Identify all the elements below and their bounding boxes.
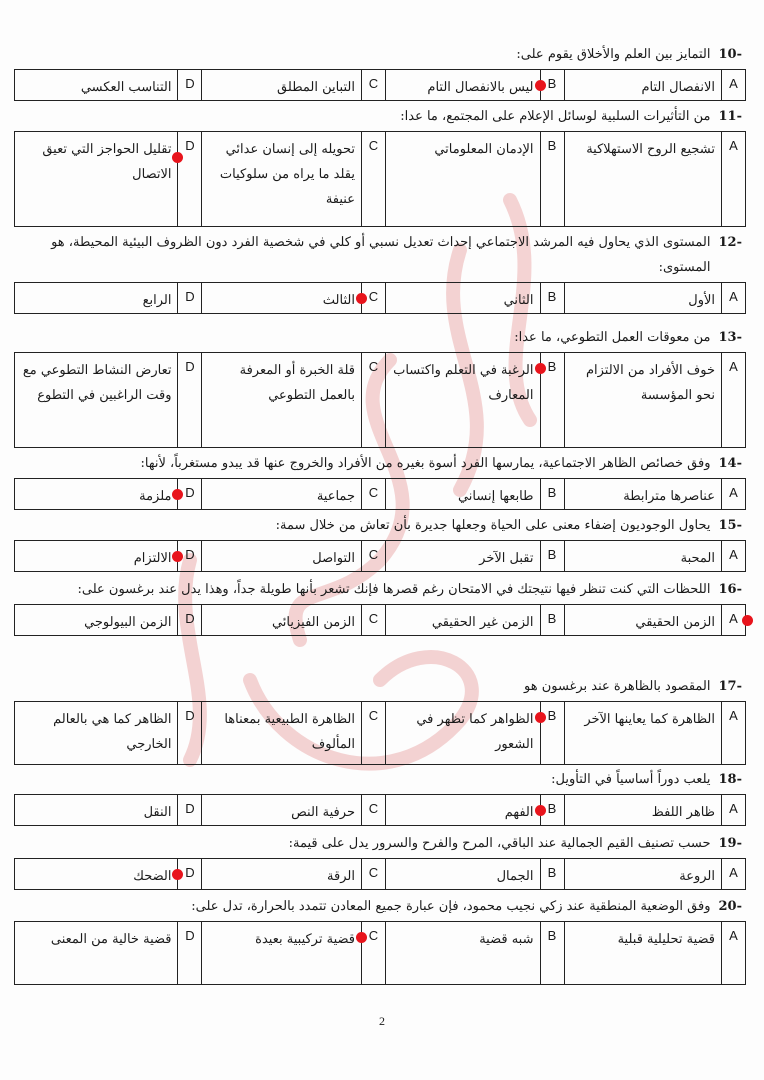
question-text: التمايز بين العلم والأخلاق يقوم على: xyxy=(516,47,711,62)
answer-marker-dot xyxy=(535,712,546,723)
options-row xyxy=(14,858,746,890)
question-10 xyxy=(14,42,746,101)
question-text: يلعب دوراً أساسياً في التأويل: xyxy=(551,772,711,787)
option-d[interactable]: D التناسب العكسي xyxy=(15,70,201,100)
question-12 xyxy=(14,230,746,314)
option-d[interactable]: D ملزمة xyxy=(15,479,201,509)
option-c[interactable]: C التواصل xyxy=(201,541,385,571)
option-a[interactable]: A الزمن الحقيقي xyxy=(564,605,746,635)
option-d[interactable]: D الزمن البيولوجي xyxy=(15,605,201,635)
question-number: 11- xyxy=(718,109,742,124)
option-d[interactable]: D الالتزام xyxy=(15,541,201,571)
option-d[interactable]: D الرابع xyxy=(15,283,201,313)
option-b[interactable]: B ليس بالانفصال التام xyxy=(385,70,564,100)
options-row xyxy=(14,478,746,510)
option-a[interactable]: A الروعة xyxy=(564,859,746,889)
answer-marker-dot xyxy=(742,615,753,626)
option-c[interactable]: C الظاهرة الطبيعية بمعناها المألوف xyxy=(201,702,385,764)
answer-marker-dot xyxy=(172,152,183,163)
option-a[interactable]: A قضية تحليلية قبلية xyxy=(564,922,746,984)
option-b[interactable]: B الظواهر كما تظهر في الشعور xyxy=(385,702,564,764)
options-row xyxy=(14,540,746,572)
option-b[interactable]: B طابعها إنساني xyxy=(385,479,564,509)
option-c[interactable]: C الرقة xyxy=(201,859,385,889)
option-d[interactable]: D الظاهر كما هي بالعالم الخارجي xyxy=(15,702,201,764)
question-text: اللحظات التي كنت تنظر فيها نتيجتك في الامتحان رغم قصرها فإنك تشعر بأنها طويلة جداً، وهذا يدل عند برغسون على: xyxy=(77,582,711,597)
option-d[interactable]: D تقليل الحواجز التي تعيق الاتصال xyxy=(15,132,201,226)
answer-marker-dot xyxy=(356,293,367,304)
question-number: 16- xyxy=(718,582,742,597)
question-text: وفق خصائص الظاهر الاجتماعية، يمارسها الفرد أسوة بغيره من الأفراد والخروج عنها قد يبدو مستغرباً، لأنها: xyxy=(140,456,711,471)
answer-marker-dot xyxy=(535,80,546,91)
option-a[interactable]: A المحبة xyxy=(564,541,746,571)
option-a[interactable]: A الانفصال التام xyxy=(564,70,746,100)
option-a[interactable]: A الظاهرة كما يعاينها الآخر xyxy=(564,702,746,764)
option-b[interactable]: B الإدمان المعلوماتي xyxy=(385,132,564,226)
option-c[interactable]: C الثالث xyxy=(201,283,385,313)
option-c[interactable]: C قضية تركيبية بعيدة xyxy=(201,922,385,984)
question-number: 12- xyxy=(718,235,742,250)
question-number: 10- xyxy=(718,47,742,62)
options-row xyxy=(14,921,746,985)
options-row xyxy=(14,69,746,101)
answer-marker-dot xyxy=(535,363,546,374)
options-row xyxy=(14,604,746,636)
question-11 xyxy=(14,104,746,227)
question-16 xyxy=(14,577,746,636)
option-b[interactable]: B الزمن غير الحقيقي xyxy=(385,605,564,635)
question-text: من التأثيرات السلبية لوسائل الإعلام على المجتمع، ما عدا: xyxy=(400,109,711,124)
option-a[interactable]: A الأول xyxy=(564,283,746,313)
answer-marker-dot xyxy=(172,489,183,500)
option-b[interactable]: B الرغبة في التعلم واكتساب المعارف xyxy=(385,353,564,447)
option-d[interactable]: D قضية خالية من المعنى xyxy=(15,922,201,984)
question-number: 17- xyxy=(718,679,742,694)
question-text: وفق الوضعية المنطقية عند زكي نجيب محمود، فإن عبارة جميع المعادن تتمدد بالحرارة، تدل على: xyxy=(191,899,711,914)
option-c[interactable]: C التباين المطلق xyxy=(201,70,385,100)
page-number: 2 xyxy=(379,1014,385,1028)
question-number: 13- xyxy=(718,330,742,345)
option-c[interactable]: C قلة الخبرة أو المعرفة بالعمل التطوعي xyxy=(201,353,385,447)
option-b[interactable]: B الفهم xyxy=(385,795,564,825)
question-number: 18- xyxy=(718,772,742,787)
options-row xyxy=(14,282,746,314)
option-a[interactable]: A تشجيع الروح الاستهلاكية xyxy=(564,132,746,226)
option-d[interactable]: D تعارض النشاط التطوعي مع وقت الراغبين في التطوع xyxy=(15,353,201,447)
option-a[interactable]: A عناصرها مترابطة xyxy=(564,479,746,509)
option-c[interactable]: C تحويله إلى إنسان عدائي يقلد ما يراه من سلوكيات عنيفة xyxy=(201,132,385,226)
answer-marker-dot xyxy=(356,932,367,943)
question-13 xyxy=(14,325,746,448)
question-text: حسب تصنيف القيم الجمالية عند الباقي، المرح والفرح والسرور يدل على قيمة: xyxy=(288,836,711,851)
option-b[interactable]: B شبه قضية xyxy=(385,922,564,984)
question-number: 20- xyxy=(718,899,742,914)
question-text: من معوقات العمل التطوعي، ما عدا: xyxy=(514,330,711,345)
answer-marker-dot xyxy=(172,869,183,880)
question-text: المقصود بالظاهرة عند برغسون هو xyxy=(523,679,711,694)
option-b[interactable]: B الثاني xyxy=(385,283,564,313)
option-c[interactable]: C حرفية النص xyxy=(201,795,385,825)
question-number: 15- xyxy=(718,518,742,533)
answer-marker-dot xyxy=(172,551,183,562)
question-17 xyxy=(14,674,746,765)
option-b[interactable]: B الجمال xyxy=(385,859,564,889)
option-a[interactable]: A ظاهر اللفظ xyxy=(564,795,746,825)
options-row xyxy=(14,131,746,227)
question-20 xyxy=(14,894,746,985)
options-row xyxy=(14,701,746,765)
options-row xyxy=(14,794,746,826)
option-d[interactable]: D الضحك xyxy=(15,859,201,889)
options-row xyxy=(14,352,746,448)
answer-marker-dot xyxy=(535,805,546,816)
question-19 xyxy=(14,831,746,890)
question-text: يحاول الوجوديون إضفاء معنى على الحياة وجعلها جديرة بأن تعاش من خلال سمة: xyxy=(275,518,711,533)
option-b[interactable]: B تقبل الآخر xyxy=(385,541,564,571)
option-c[interactable]: C الزمن الفيزيائي xyxy=(201,605,385,635)
question-text: المستوى الذي يحاول فيه المرشد الاجتماعي إحداث تعديل نسبي أو كلي في شخصية الفرد دون الظروف البيئية المحيطة، هو المستوى: xyxy=(51,235,711,275)
question-15 xyxy=(14,513,746,572)
question-number: 14- xyxy=(718,456,742,471)
question-number: 19- xyxy=(718,836,742,851)
option-c[interactable]: C جماعية xyxy=(201,479,385,509)
question-14 xyxy=(14,451,746,510)
option-a[interactable]: A خوف الأفراد من الالتزام نحو المؤسسة xyxy=(564,353,746,447)
option-d[interactable]: D النقل xyxy=(15,795,201,825)
question-18 xyxy=(14,767,746,826)
